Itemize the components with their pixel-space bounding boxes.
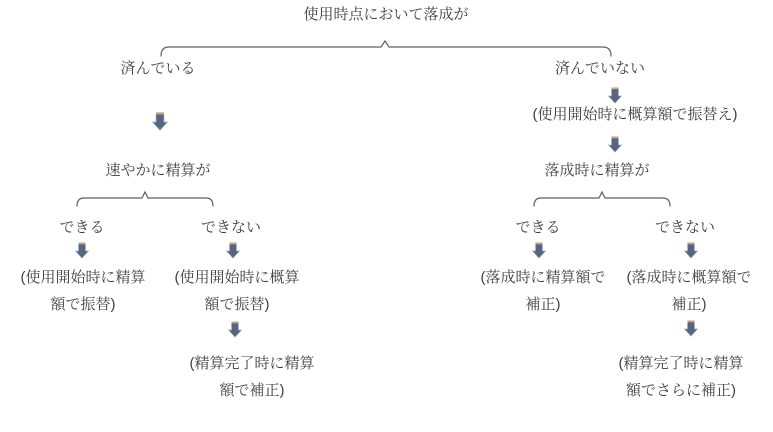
down-arrow-icon <box>152 112 168 131</box>
down-arrow-icon <box>684 242 698 259</box>
result-line: 額で補正) <box>219 382 285 399</box>
result-line: (落成時に精算額で <box>480 269 606 286</box>
left-yes-result <box>8 264 158 318</box>
result-line: (精算完了時に精算 <box>618 355 744 372</box>
left-branch-label: 済んでいる <box>120 60 196 77</box>
root-branch-brace <box>155 38 617 58</box>
down-arrow-icon <box>608 87 622 104</box>
right-no-followup <box>606 350 756 404</box>
down-arrow-icon <box>684 320 698 337</box>
right-transfer-note: (使用開始時に概算額で振替え) <box>532 106 738 123</box>
result-line: (使用開始時に精算 <box>20 269 146 286</box>
down-arrow-icon <box>75 242 89 259</box>
right-yes-result <box>468 264 618 318</box>
result-line: 補正) <box>525 296 561 313</box>
result-line: 補正) <box>671 296 707 313</box>
right-no-label: できない <box>654 219 715 236</box>
root-condition-label: 使用時点において落成が <box>303 6 469 23</box>
left-question-label: 速やかに精算が <box>105 162 211 179</box>
result-line: (精算完了時に精算 <box>189 355 315 372</box>
down-arrow-icon <box>608 136 622 153</box>
left-no-followup <box>177 350 327 404</box>
down-arrow-icon <box>532 242 546 259</box>
result-line: (落成時に概算額で <box>626 269 752 286</box>
left-yes-label: できる <box>59 219 105 236</box>
down-arrow-icon <box>228 321 242 338</box>
result-line: 額でさらに補正) <box>626 382 736 399</box>
result-line: 額で振替) <box>50 296 116 313</box>
right-no-result <box>614 264 764 318</box>
result-line: 額で振替) <box>204 296 270 313</box>
right-branch-brace <box>529 190 675 207</box>
result-line: (使用開始時に概算 <box>174 269 300 286</box>
right-yes-label: できる <box>515 219 561 236</box>
left-no-result <box>162 264 312 318</box>
down-arrow-icon <box>226 242 240 259</box>
left-branch-brace <box>72 190 218 207</box>
right-branch-label: 済んでいない <box>554 60 645 77</box>
left-no-label: できない <box>200 219 261 236</box>
right-question-label: 落成時に精算が <box>544 162 650 179</box>
